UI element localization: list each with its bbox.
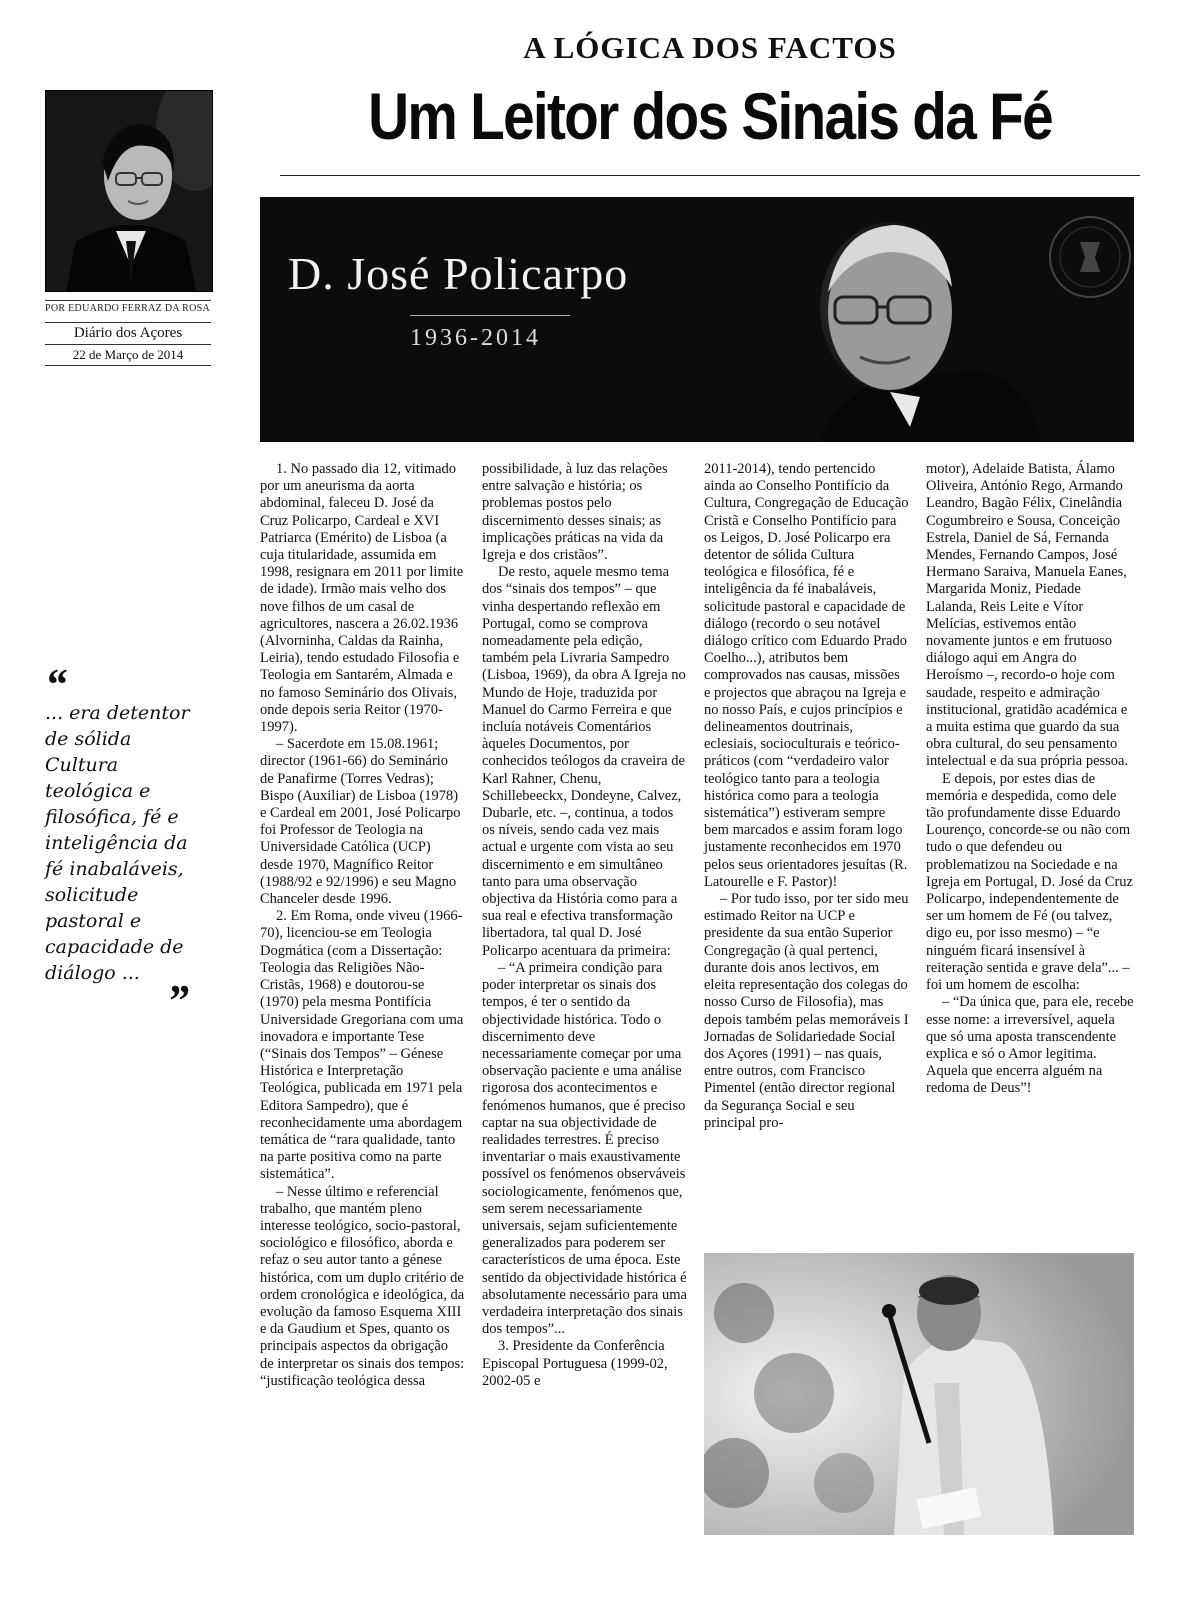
cardinal-mass-illustration	[704, 1253, 1134, 1535]
paragraph: – Por tudo isso, por ter sido meu estimado Reitor na UCP e presidente da sua então Superior Congregação (à qual pertenci, durante dois anos lectivos, em eleita representação dos colegas do nosso Curso de Filosofia), mas depois também pelas memoráveis I Jornadas de Solidariedade Social dos Açores (1991) – nas quais, entre outros, com Francisco Pimentel (então director regional da Segurança Social e seu principal pro-	[704, 891, 909, 1131]
author-byline: POR EDUARDO FERRAZ DA ROSA	[45, 300, 211, 314]
paragraph: 2. Em Roma, onde viveu (1966-70), licenciou-se em Teologia Dogmática (com a Dissertação: Teologia das Religiões Não-Cristãs, 1968) e doutorou-se (1970) pela mesma Pontifícia Universidade Gregoriana com uma inovadora e importante Tese (“Sinais dos Tempos” – Génese Histórica e Interpretação Teológica, publicada em 1971 pela Editora Sampedro), que é reconhecidamente uma abordagem temática de “rara qualidade, tanto na parte positiva como na parte sistemática”.	[260, 908, 464, 1183]
article-headline: Um Leitor dos Sinais da Fé	[368, 79, 1052, 153]
memorial-banner	[260, 197, 1134, 442]
paragraph: – “A primeira condição para poder interpretar os sinais dos tempos, é ter o sentido da objectividade histórica. Todo o discernimento deve necessariamente começar por uma observação paciente e uma análise rigorosa dos acontecimentos e fenómenos humanos, que é preciso captar na sua objectividade de realidades terrestres. É preciso inventariar o mais exaustivamente possível os fenómenos observáveis sociologicamente, fenómenos que, sem serem necessariamente universais, sejam suficientemente generalizados para poderem ser característicos de uma época. Este sentido da objectividade histórica é absolutamente necessário para uma verdadeira interpretação dos sinais dos tempos”...	[482, 959, 687, 1338]
article-column-3	[704, 461, 909, 1132]
article-column-2	[482, 461, 687, 1390]
paragraph: possibilidade, à luz das relações entre salvação e história; os problemas postos pelo discernimento desses sinais; as implicações práticas na vida da Igreja e dos cristãos”.	[482, 461, 668, 564]
section-kicker: A LÓGICA DOS FACTOS	[523, 30, 897, 65]
newspaper-name: Diário dos Açores	[45, 322, 211, 345]
open-quote-mark: “	[45, 660, 67, 709]
headline-rule	[280, 175, 1140, 176]
cardinal-portrait-photo	[780, 197, 1134, 442]
author-portrait-illustration	[46, 91, 212, 291]
paragraph: E depois, por estes dias de memória e despedida, como dele tão profundamente disse Eduardo Lourenço, concorde-se ou não com tudo o que defendeu ou problematizou na Sociedade e na Igreja em Portugal, D. José da Cruz Policarpo, independentemente de ser um homem de Fé (ou talvez, digo eu, por isso mesmo) – “e ninguém ficará insensível à reiteração sentida e grave dela”... – foi um homem de escolha:	[926, 770, 1133, 994]
article-column-1	[260, 461, 465, 1390]
banner-years: 1936-2014	[410, 325, 541, 351]
cardinal-mass-photo	[704, 1253, 1134, 1535]
author-portrait	[45, 90, 213, 292]
pull-quote-text: ... era detentor de sólida Cultura teológica e filosófica, fé e inteligência da fé inabaláveis, solicitude pastoral e capacidade de diálogo ...	[45, 702, 190, 984]
pull-quote	[45, 660, 195, 1025]
banner-name: D. José Policarpo	[288, 248, 629, 299]
paragraph: – Nesse último e referencial trabalho, que mantém pleno interesse teológico, socio-pastoral, sociológico e filosófico, aborda e refaz o seu autor tanto a génese histórica, com um duplo critério de ordem cronológica e ideológica, da evolução da famoso Esquema XIII e da Gaudium et Spes, quanto os principais aspectos da obrigação de interpretar os sinais dos tempos: “justificação teológica dessa	[260, 1183, 465, 1389]
paragraph: – “Da única que, para ele, recebe esse nome: a irreversível, aquela que só uma aposta transcendente explica e só o Amor legitima. Aquela que encerra alguém na redoma de Deus”!	[926, 994, 1134, 1097]
article-column-4	[926, 461, 1134, 1098]
paragraph: 1. No passado dia 12, vitimado por um aneurisma da aorta abdominal, faleceu D. José da Cruz Policarpo, Cardeal e XVI Patriarca (Emérito) de Lisboa (a cuja titularidade, assumida em 1998, resignara em 2011 por limite de idade). Irmão mais velho dos nove filhos de um casal de agricultores, nascera a 26.02.1936 (Alvorninha, Caldas da Rainha, Leiria), tendo estudado Filosofia e Teologia em Santarém, Almada e no famoso Seminário dos Olivais, onde depois seria Reitor (1970-1997).	[260, 461, 464, 736]
paragraph: – Sacerdote em 15.08.1961; director (1961-66) do Seminário de Panafirme (Torres Vedras); Bispo (Auxiliar) de Lisboa (1978) e Cardeal em 2001, José Policarpo foi Professor de Teologia na Universidade Católica (UCP) desde 1970, Magnífico Reitor (1988/92 e 92/1996) e seu Magno Chanceler desde 1996.	[260, 736, 461, 908]
close-quote-mark: ”	[167, 976, 189, 1025]
publication-date: 22 de Março de 2014	[45, 347, 211, 366]
paragraph: 2011-2014), tendo pertencido ainda ao Conselho Pontifício da Cultura, Congregação de Educação Cristã e Conselho Pontifício para os Leigos, D. José Policarpo era detentor de sólida Cultura teológica e filosófica, fé e inteligência da fé inabaláveis, solicitude pastoral e capacidade de diálogo (recordo o seu notável diálogo crítico com Eduardo Prado Coelho...), atributos bem comprovados nas causas, missões e projectos que abraçou na Igreja e no nosso País, e cujos princípios e delineamentos doutrinais, eclesiais, socioculturais e teórico-práticos (com “verdadeiro valor teológico tanto para a teologia histórica como para a teologia sistemática”) estiveram sempre bem marcados e assim foram logo justamente reconhecidos em 1970 pelos seus orientadores jesuítas (R. Latourelle e F. Pastor)!	[704, 461, 909, 890]
paragraph: 3. Presidente da Conferência Episcopal Portuguesa (1999-02, 2002-05 e	[482, 1338, 668, 1389]
paragraph: De resto, aquele mesmo tema dos “sinais dos tempos” – que vinha despertando reflexão em Portugal, como se comprova nomeadamente pela edição, também pela Livraria Sampedro (Lisboa, 1969), da obra A Igreja no Mundo de Hoje, traduzida por Manuel do Carmo Ferreira e que incluía notáveis Comentários àqueles Documentos, por conhecidos teólogos da craveira de Karl Rahner, Chenu, Schillebeeckx, Dondeyne, Calvez, Dubarle, etc. –, continua, a todos os níveis, sendo cada vez mais actual e urgente com vista ao seu discernimento e em simultâneo tanto para uma observação objectiva da História como para a sua real e efectiva transformação libertadora, tal qual D. José Policarpo acentuara da primeira:	[482, 564, 686, 959]
paragraph: motor), Adelaide Batista, Álamo Oliveira, António Rego, Armando Leandro, Bagão Félix, Cinelândia Cogumbreiro e Sousa, Conceição Estrela, Daniel de Sá, Fernanda Mendes, Fernando Campos, José Hermano Saraiva, Manuela Eanes, Margarida Moniz, Piedade Lalanda, Reis Leite e Vítor Melícias, estivemos então novamente juntos e em frutuoso diálogo aqui em Angra do Heroísmo –, recordo-o hoje com saudade, respeito e admiração institucional, gratidão académica e a muita estima que guardo da sua obra cultural, do seu pensamento intelectual e da sua própria pessoa.	[926, 461, 1129, 770]
banner-divider	[410, 315, 570, 316]
